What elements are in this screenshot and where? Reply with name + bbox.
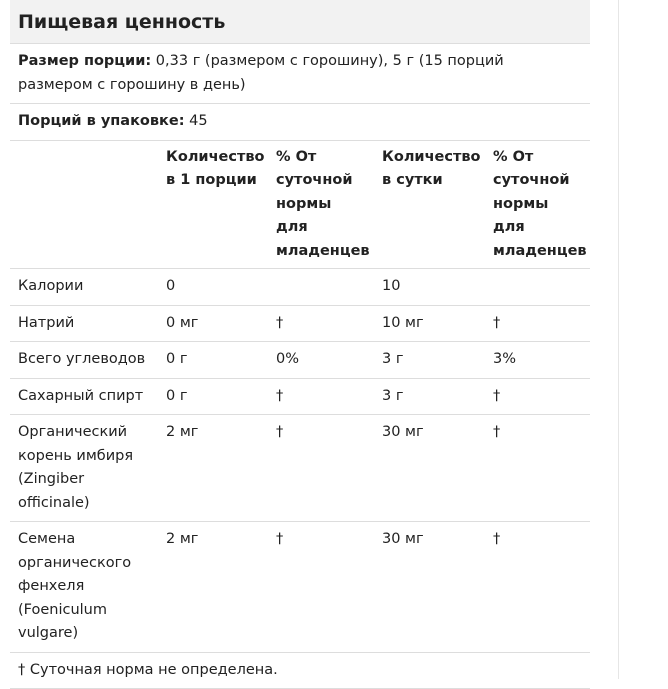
- daily-value-per-day: †: [485, 305, 590, 342]
- nutrient-name: Всего углеводов: [10, 342, 158, 379]
- daily-value-per-day: 3%: [485, 342, 590, 379]
- table-row: [10, 342, 590, 379]
- table-row: [10, 415, 590, 522]
- daily-value-per-day: †: [485, 415, 590, 522]
- column-header-amount-per-serving: Количество в 1 порции: [158, 141, 268, 269]
- serving-size-row: [10, 44, 590, 104]
- daily-value-per-serving: [268, 269, 374, 306]
- daily-value-per-serving: †: [268, 305, 374, 342]
- nutrient-name: Семена органического фенхеля (Foeniculum vulgare): [10, 522, 158, 653]
- nutrition-table: [10, 141, 590, 653]
- daily-value-per-day: †: [485, 378, 590, 415]
- amount-per-serving: 2 мг: [158, 415, 268, 522]
- nutrition-facts-panel: [10, 0, 590, 689]
- amount-per-day: 10: [374, 269, 485, 306]
- amount-per-day: 10 мг: [374, 305, 485, 342]
- nutrient-name: Органический корень имбиря (Zingiber officinale): [10, 415, 158, 522]
- table-row: [10, 522, 590, 653]
- daily-value-per-day: [485, 269, 590, 306]
- amount-per-day: 3 г: [374, 342, 485, 379]
- serving-size-label: Размер порции:: [18, 53, 151, 69]
- nutrient-name: Натрий: [10, 305, 158, 342]
- table-row: [10, 305, 590, 342]
- table-row: [10, 269, 590, 306]
- daily-value-per-serving: 0%: [268, 342, 374, 379]
- amount-per-serving: 0: [158, 269, 268, 306]
- amount-per-day: 30 мг: [374, 415, 485, 522]
- servings-per-container-row: [10, 104, 590, 141]
- amount-per-serving: 0 мг: [158, 305, 268, 342]
- column-header-nutrient: [10, 141, 158, 269]
- daily-value-per-serving: †: [268, 415, 374, 522]
- daily-value-per-serving: †: [268, 522, 374, 653]
- daily-value-per-serving: †: [268, 378, 374, 415]
- servings-per-container-value: 45: [189, 113, 207, 129]
- amount-per-day: 3 г: [374, 378, 485, 415]
- page-divider: [618, 0, 619, 679]
- column-header-amount-per-day: Количество в сутки: [374, 141, 485, 269]
- footnote: † Суточная норма не определена.: [10, 653, 590, 689]
- table-row: [10, 378, 590, 415]
- nutrition-title: Пищевая ценность: [10, 0, 590, 44]
- nutrient-name: Калории: [10, 269, 158, 306]
- table-header-row: [10, 141, 590, 269]
- column-header-daily-value-per-serving: % От суточной нормы для младенцев: [268, 141, 374, 269]
- nutrient-name: Сахарный спирт: [10, 378, 158, 415]
- column-header-daily-value-per-day: % От суточной нормы для младенцев: [485, 141, 590, 269]
- amount-per-day: 30 мг: [374, 522, 485, 653]
- daily-value-per-day: †: [485, 522, 590, 653]
- serving-size-value: 0,33 г (размером с горошину), 5 г (15 порций размером с горошину в день): [18, 53, 504, 93]
- amount-per-serving: 0 г: [158, 342, 268, 379]
- servings-per-container-label: Порций в упаковке:: [18, 113, 185, 129]
- amount-per-serving: 2 мг: [158, 522, 268, 653]
- amount-per-serving: 0 г: [158, 378, 268, 415]
